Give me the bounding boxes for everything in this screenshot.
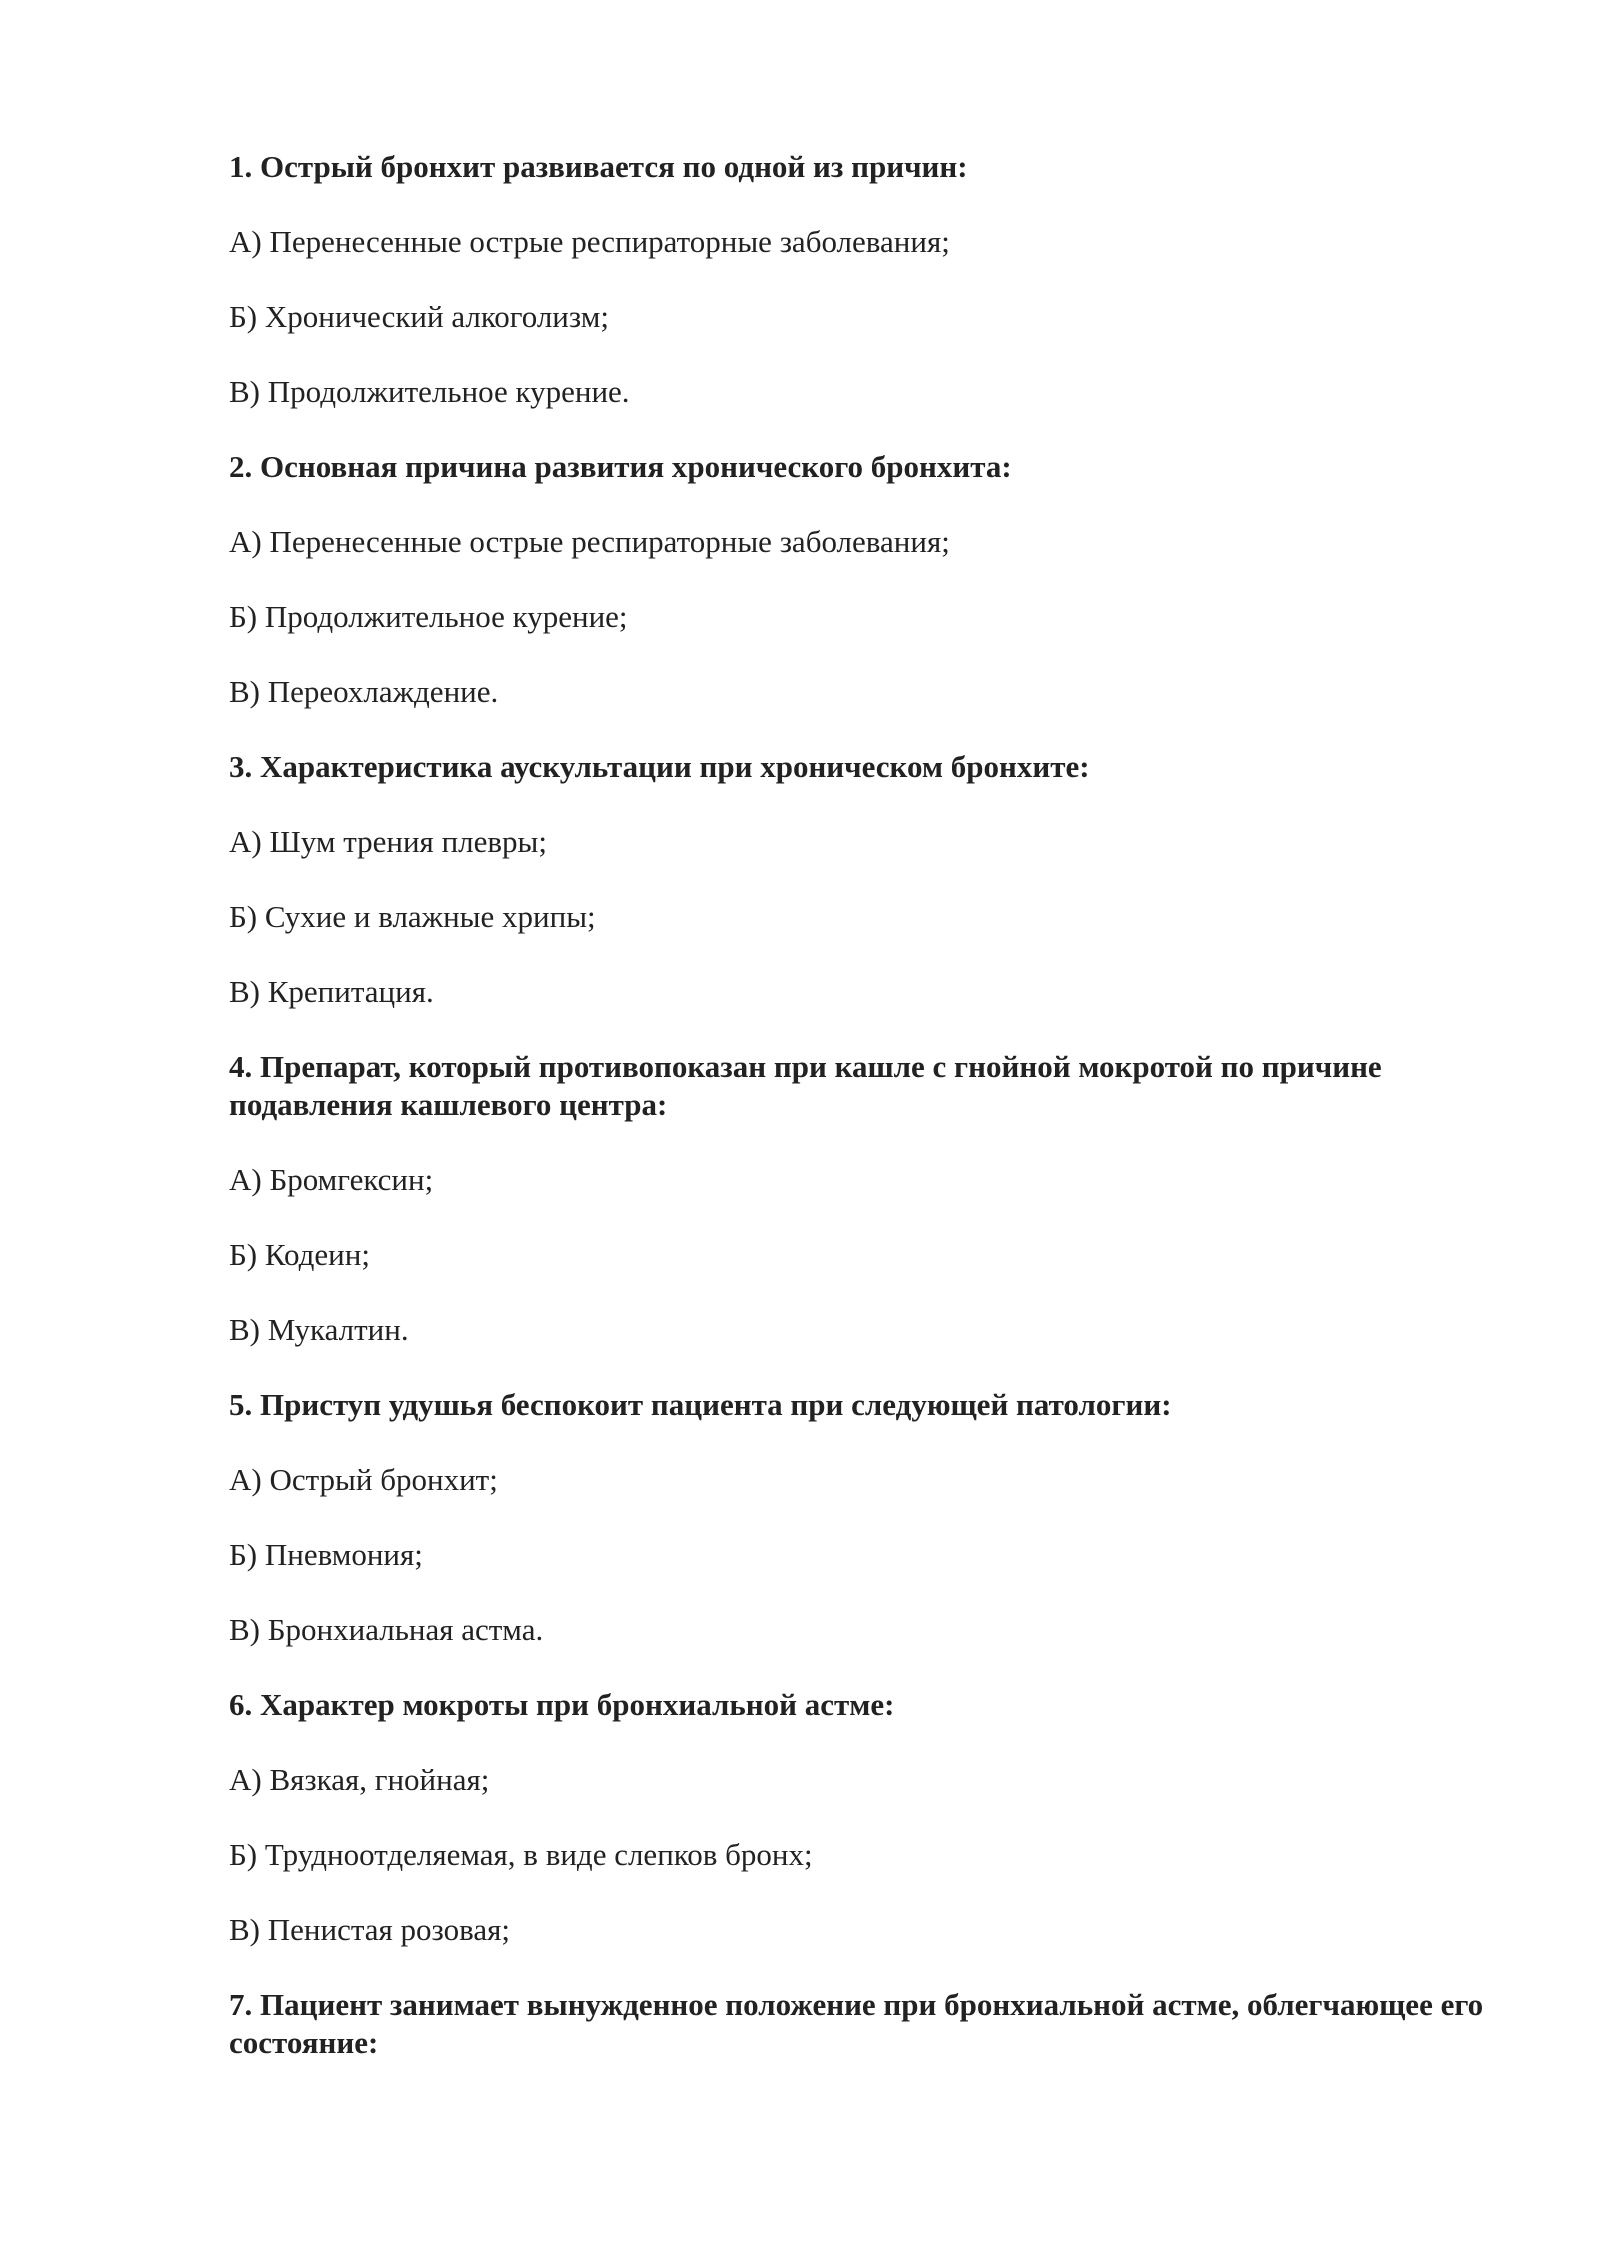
answer-option-b: Б) Продолжительное курение; [229, 599, 628, 634]
answer-option-v: В) Продолжительное курение. [229, 374, 630, 409]
answer-option-v: В) Крепитация. [229, 974, 434, 1009]
document-page [229, 148, 1529, 2099]
question-title: 1. Острый бронхит развивается по одной из причин: [229, 149, 968, 184]
question-title: 5. Приступ удушья беспокоит пациента при следующей патологии: [229, 1387, 1172, 1422]
answer-option-a: А) Бромгексин; [229, 1162, 434, 1197]
answer-option-a: А) Острый бронхит; [229, 1462, 498, 1497]
answer-option-a: А) Перенесенные острые респираторные заболевания; [229, 224, 950, 259]
answer-option-a: А) Шум трения плевры; [229, 824, 547, 859]
question-1 [229, 148, 1529, 411]
answer-option-v: В) Переохлаждение. [229, 674, 499, 709]
question-title: 3. Характеристика аускультации при хроническом бронхите: [229, 749, 1090, 784]
question-title: 2. Основная причина развития хронического бронхита: [229, 449, 1012, 484]
answer-option-b: Б) Хронический алкоголизм; [229, 299, 609, 334]
question-2 [229, 448, 1529, 711]
question-4 [229, 1048, 1529, 1349]
answer-option-b: Б) Сухие и влажные хрипы; [229, 899, 596, 934]
question-title: 6. Характер мокроты при бронхиальной астме: [229, 1687, 895, 1722]
question-title: 7. Пациент занимает вынужденное положение при бронхиальной астме, облегчающее его состояние: [229, 1987, 1484, 2060]
answer-option-v: В) Бронхиальная астма. [229, 1612, 544, 1647]
question-3 [229, 748, 1529, 1011]
answer-option-b: Б) Трудноотделяемая, в виде слепков бронх; [229, 1837, 813, 1872]
answer-option-a: А) Вязкая, гнойная; [229, 1762, 490, 1797]
question-title: 4. Препарат, который противопоказан при кашле с гнойной мокротой по причине подавления кашлевого центра: [229, 1049, 1382, 1122]
question-6 [229, 1686, 1529, 1949]
question-5 [229, 1386, 1529, 1649]
answer-option-v: В) Пенистая розовая; [229, 1912, 510, 1947]
answer-option-b: Б) Кодеин; [229, 1237, 370, 1272]
question-7 [229, 1986, 1529, 2062]
answer-option-a: А) Перенесенные острые респираторные заболевания; [229, 524, 950, 559]
answer-option-b: Б) Пневмония; [229, 1537, 423, 1572]
answer-option-v: В) Мукалтин. [229, 1312, 409, 1347]
